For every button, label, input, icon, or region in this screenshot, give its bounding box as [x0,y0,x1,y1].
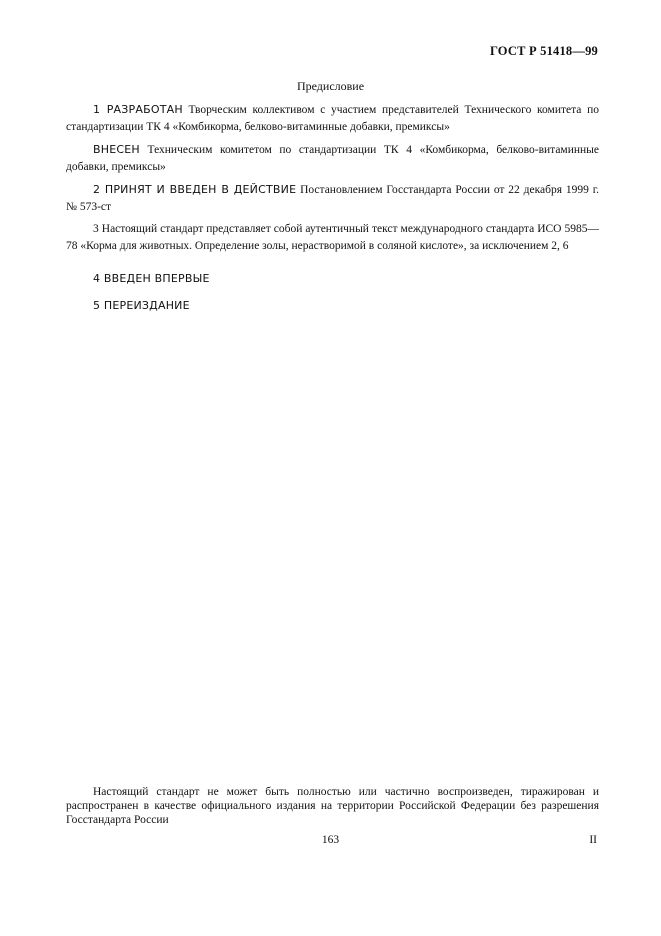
paragraph-lead: ВНЕСЕН [93,143,140,156]
copyright-notice [66,785,599,827]
paragraph-text: Техническим комитетом по стандартизации ТК 4 «Комбикорма, белково-витаминные добавки, премиксы» [66,144,599,173]
copyright-text: Настоящий стандарт не может быть полностью или частично воспроизведен, тиражирован и распространен в качестве официального издания на территории Российской Федерации без разрешения Госстандарта России [66,786,599,826]
paragraph-adopted [66,181,599,216]
paragraph-first-introduced [66,270,599,288]
paragraph-lead: 2 ПРИНЯТ И ВВЕДЕН В ДЕЙСТВИЕ [93,183,297,196]
paragraph-lead: 1 РАЗРАБОТАН [93,103,183,116]
page-number: 163 [321,834,340,846]
roman-page-number: II [589,834,597,846]
paragraph-reissue [66,297,599,315]
section-title: Предисловие [296,79,365,93]
paragraph-lead: 5 ПЕРЕИЗДАНИЕ [93,299,190,312]
paragraph-developed [66,101,599,136]
paragraph-authentic-text [66,220,599,255]
paragraph-introduced [66,141,599,176]
paragraph-text: Творческим коллективом с участием представителей Технического комитета по стандартизации ТК 4 «Комбикорма, белково-витаминные добавки, премиксы» [66,104,599,133]
standard-code: ГОСТ Р 51418—99 [489,44,598,58]
paragraph-text: Постановлением Госстандарта России от 22 декабря 1999 г. № 573-ст [66,184,599,213]
paragraph-lead: 4 ВВЕДЕН ВПЕРВЫЕ [93,272,210,285]
paragraph-text: 3 Настоящий стандарт представляет собой аутентичный текст международного стандарта ИСО 5985—78 «Корма для животных. Определение золы, нерастворимой в соляной кислоте», за исключением 2, 6 [66,223,599,252]
